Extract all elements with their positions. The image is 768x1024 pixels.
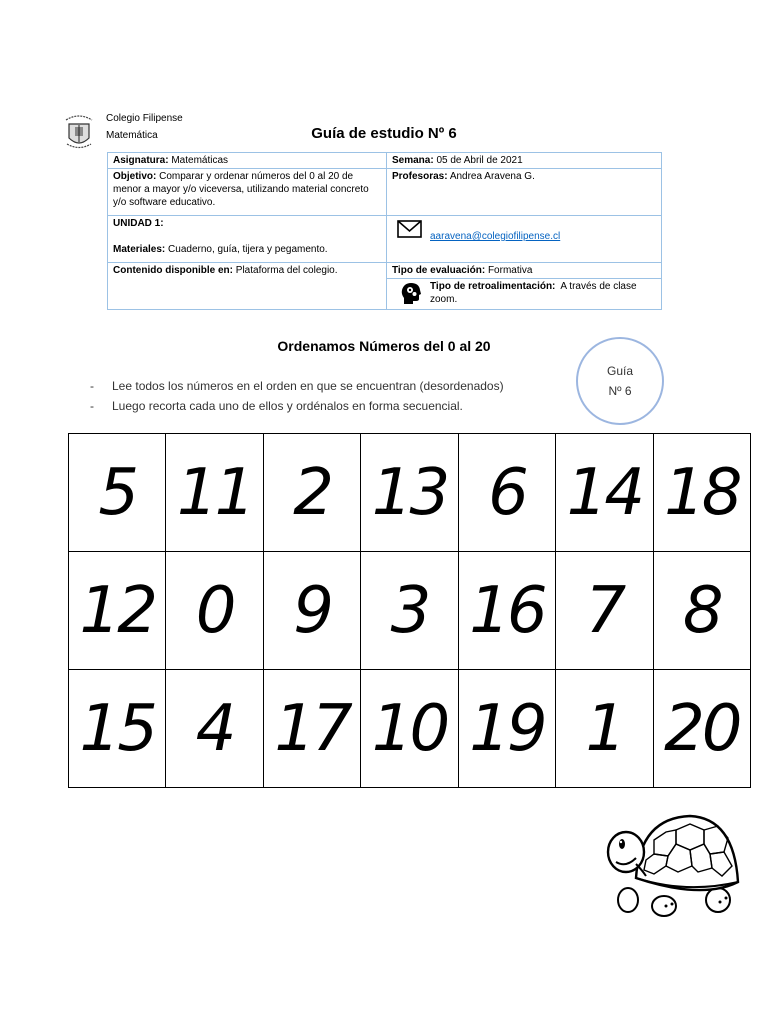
number-cell: 16 [459, 552, 556, 670]
evaluacion-value: Formativa [487, 265, 533, 276]
asignatura-cell [108, 153, 387, 169]
number-cell: 14 [556, 434, 653, 552]
instructions-list [90, 376, 504, 416]
envelope-icon [397, 220, 422, 238]
number-cell: 20 [654, 670, 751, 788]
number-cell: 11 [166, 434, 263, 552]
head-gears-icon [400, 282, 422, 306]
number-grid [68, 433, 751, 788]
email-link[interactable]: aaravena@colegiofilipense.cl [430, 231, 561, 242]
objetivo-cell [108, 169, 387, 216]
section-title: Ordenamos Números del 0 al 20 [277, 338, 491, 354]
number-cell: 6 [459, 434, 556, 552]
number-cell: 3 [361, 552, 458, 670]
profesoras-value: Andrea Aravena G. [449, 171, 535, 182]
turtle-illustration [606, 808, 742, 920]
info-table [107, 152, 662, 310]
evaluacion-label: Tipo de evaluación: [392, 265, 486, 276]
number-cell: 4 [166, 670, 263, 788]
number-cell: 19 [459, 670, 556, 788]
objetivo-value: Comparar y ordenar números del 0 al 20 de menor a mayor y/o viceversa, utilizando material concreto y/o software educativo. [113, 171, 369, 208]
number-cell: 0 [166, 552, 263, 670]
number-cell: 7 [556, 552, 653, 670]
guide-badge [576, 337, 664, 425]
asignatura-value: Matemáticas [171, 155, 229, 166]
asignatura-label: Asignatura: [113, 155, 169, 166]
header-subject: Matemática [106, 130, 158, 141]
retro-value: A través de clase zoom. [430, 281, 637, 305]
email-cell [387, 216, 662, 263]
unidad-label: UNIDAD 1: [113, 218, 164, 229]
number-cell: 15 [69, 670, 166, 788]
materiales-label: Materiales: [113, 244, 166, 255]
number-cell: 8 [654, 552, 751, 670]
number-cell: 1 [556, 670, 653, 788]
semana-cell [387, 153, 662, 169]
retro-cell [387, 279, 662, 310]
contenido-label: Contenido disponible en: [113, 265, 233, 276]
semana-label: Semana: [392, 155, 434, 166]
unidad-cell [108, 216, 387, 263]
badge-line-2: Nº 6 [608, 384, 632, 398]
number-cell: 12 [69, 552, 166, 670]
badge-line-1: Guía [606, 364, 633, 378]
page-title: Guía de estudio Nº 6 [311, 125, 457, 142]
materiales-value: Cuaderno, guía, tijera y pegamento. [168, 244, 328, 255]
semana-value: 05 de Abril de 2021 [436, 155, 523, 166]
retro-label: Tipo de retroalimentación: [430, 281, 556, 292]
contenido-cell [108, 263, 387, 310]
school-name: Colegio Filipense [106, 113, 183, 124]
profesoras-cell [387, 169, 662, 216]
number-cell: 17 [264, 670, 361, 788]
number-cell: 13 [361, 434, 458, 552]
instruction-item: - Lee todos los números en el orden en que se encuentran (desordenados) [90, 376, 504, 396]
number-cell: 10 [361, 670, 458, 788]
number-cell: 2 [264, 434, 361, 552]
number-cell: 9 [264, 552, 361, 670]
contenido-value: Plataforma del colegio. [235, 265, 338, 276]
number-cell: 18 [654, 434, 751, 552]
number-cell: 5 [69, 434, 166, 552]
objetivo-label: Objetivo: [113, 171, 157, 182]
profesoras-label: Profesoras: [392, 171, 448, 182]
instruction-item: - Luego recorta cada uno de ellos y ordénalos en forma secuencial. [90, 396, 504, 416]
evaluacion-cell [387, 263, 662, 279]
